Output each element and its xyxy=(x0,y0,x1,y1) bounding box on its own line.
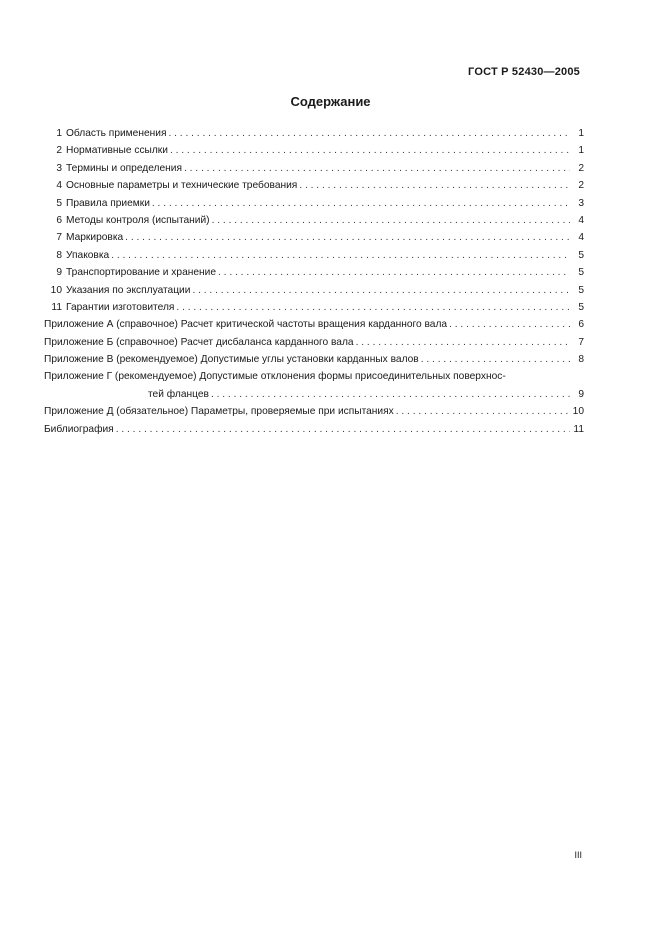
toc-appendix-entry[interactable]: Приложение Б (справочное) Расчет дисбаланса карданного вала . . . 7 xyxy=(44,334,584,351)
toc-entry[interactable]: 8 Упаковка . . . 5 xyxy=(44,247,584,264)
toc-entry[interactable]: 7 Маркировка . . . 4 xyxy=(44,229,584,246)
toc-entry[interactable]: 11 Гарантии изготовителя . . . 5 xyxy=(44,299,584,316)
toc-appendix-entry[interactable]: Приложение В (рекомендуемое) Допустимые углы установки карданных валов . . . 8 xyxy=(44,351,584,368)
toc-entry[interactable]: 4 Основные параметры и технические требования . . . 2 xyxy=(44,177,584,194)
toc-entry[interactable]: 9 Транспортирование и хранение . . . 5 xyxy=(44,264,584,281)
toc-appendix-entry[interactable]: Приложение Д (обязательное) Параметры, проверяемые при испытаниях . . . 10 xyxy=(44,403,584,420)
toc-entry[interactable]: 6 Методы контроля (испытаний) . . . 4 xyxy=(44,212,584,229)
toc-entry[interactable]: 2 Нормативные ссылки . . . 1 xyxy=(44,142,584,159)
document-code: ГОСТ Р 52430—2005 xyxy=(468,66,580,78)
toc-appendix-entry-line2[interactable]: тей фланцев . . . 9 xyxy=(44,386,584,403)
toc-bibliography-entry[interactable]: Библиография . . . 11 xyxy=(44,421,584,438)
toc-entry[interactable]: 10 Указания по эксплуатации . . . 5 xyxy=(44,282,584,299)
toc-entry[interactable]: 5 Правила приемки . . . 3 xyxy=(44,195,584,212)
page-number: III xyxy=(574,850,582,860)
toc-appendix-entry-line1[interactable]: Приложение Г (рекомендуемое) Допустимые отклонения формы присоединительных поверхнос- xyxy=(44,371,506,383)
toc-entry[interactable]: 3 Термины и определения . . . 2 xyxy=(44,160,584,177)
toc-appendix-entry[interactable]: Приложение А (справочное) Расчет критической частоты вращения карданного вала . . . 6 xyxy=(44,316,584,333)
toc-entry[interactable]: 1 Область применения . . . 1 xyxy=(44,125,584,142)
table-of-contents xyxy=(44,125,584,438)
toc-title: Содержание xyxy=(290,94,371,109)
